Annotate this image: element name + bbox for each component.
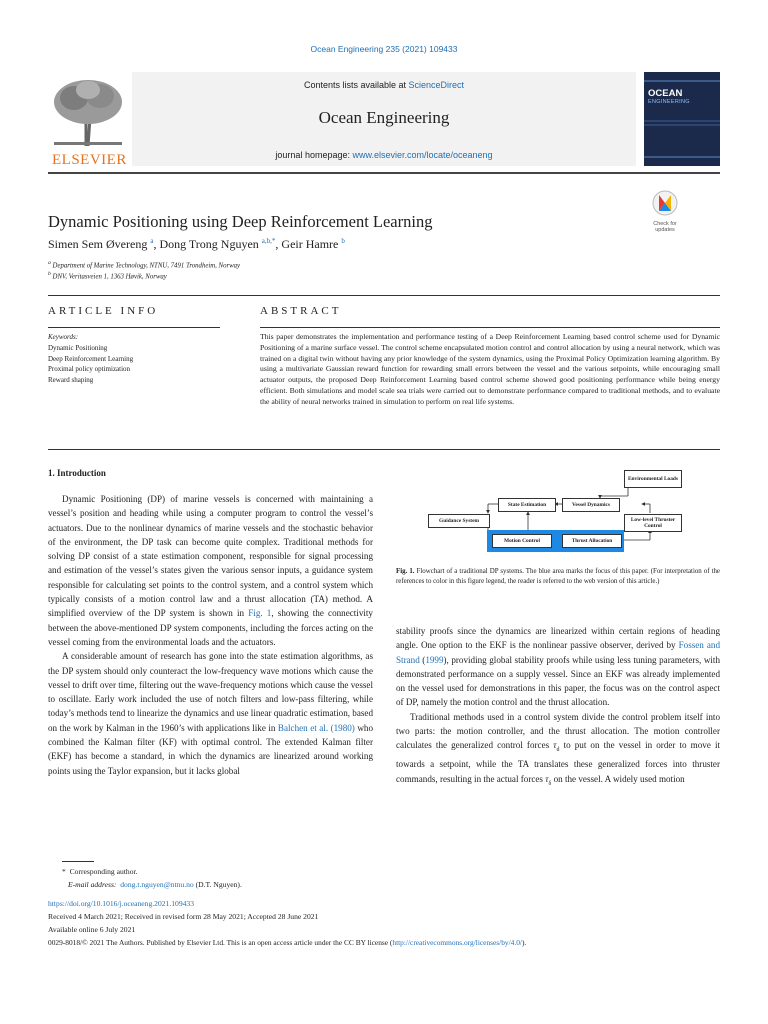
homepage-line: [132, 150, 636, 160]
abstract-bottom-rule: [48, 449, 720, 450]
affiliation-mark: b: [48, 271, 51, 277]
intro-paragraph: Dynamic Positioning (DP) of marine vessels is concerned with maintaining a vessel’s position and heading while using a computer program to control the vessel’s actuators. Due to the nonlinear dynamics of marine vessels and the stochastic behavior of the environment, the DP task can become quite complex. Traditional methods for solving DP consist of a state estimation component, responsible for signal processing and estimation of the vessel’s states given the various sensor inputs, a guidance system responsible for calculating set points to the control system, and a control system which typically consists of a motion control law and a thrust allocation (TA) method. A simplified overview of the DP system is shown in Fig. 1, showing the connectivity between the above-mentioned DP system components, including the forces acting on the vessel coming from the environmental loads and the actuators.: [48, 494, 373, 647]
cover-title: OCEAN: [648, 88, 683, 99]
abstract-heading: ABSTRACT: [260, 305, 342, 317]
author-name[interactable]: Dong Trong Nguyen: [159, 237, 259, 251]
available-online: Available online 6 July 2021: [48, 925, 136, 934]
contents-line: [132, 80, 636, 90]
introduction-heading: 1. Introduction: [48, 468, 106, 478]
article-info-heading: ARTICLE INFO: [48, 305, 159, 317]
keyword: Deep Reinforcement Learning: [48, 354, 134, 363]
fossen-citation-link[interactable]: Fossen and Strand: [396, 640, 720, 665]
author-affil-mark[interactable]: a: [150, 237, 154, 245]
keywords-label: Keywords:: [48, 333, 79, 341]
elsevier-wordmark: ELSEVIER: [52, 152, 127, 168]
box-thrust-allocation: Thrust Allocation: [562, 534, 622, 548]
tree-icon: [48, 76, 128, 150]
affiliation-text: DNV, Veritasveien 1, 1363 Høvik, Norway: [52, 273, 167, 281]
contents-prefix: Contents lists available at: [303, 80, 409, 90]
tau-symbol: τ: [545, 773, 549, 784]
badge-line-2: updates: [655, 227, 675, 233]
homepage-link[interactable]: www.elsevier.com/locate/oceaneng: [352, 150, 493, 160]
badge-line-1: Check for: [653, 221, 677, 227]
journal-cover-thumbnail[interactable]: [644, 72, 720, 166]
fossen-year-link[interactable]: 1999: [425, 654, 444, 665]
footnote-divider: [62, 861, 94, 862]
author-affil-mark[interactable]: b: [341, 237, 345, 245]
box-vessel-dynamics: Vessel Dynamics: [562, 498, 620, 512]
intro-paragraph: Traditional methods used in a control system divide the control problem itself into two parts: the motion controller, and the thrust allocation. The motion controller calculates the generalized control forces $\tau_d$ to put on the vessel in order to move it towards a setpoint, while the TA translates these generalized forces into thruster commands, resulting in the actual forces $\tau_\delta$ on the vessel. A widely used motion: [396, 711, 720, 787]
journal-reference[interactable]: Ocean Engineering 235 (2021) 109433: [310, 44, 458, 54]
license-line: 0029-8018/© 2021 The Authors. Published by Elsevier Ltd. This is an open access article under the CC BY license (http://creativecommons.org/licenses/by/4.0/).: [48, 938, 527, 947]
abstract-body: This paper demonstrates the implementation and performance testing of a Deep Reinforcement Learning based control scheme used for Dynamic Positioning of a marine surface vessel. The control scheme encapsulated motion control and control allocation by using a neural network, which was trained on a digital twin without having any prior knowledge of the system dynamics, using the Proximal Policy Optimization learning algorithm. By using a multivariate Gaussian reward function for rewarding small errors between the vessel and the various setpoints, while encouraging small actuator outputs, the proposed Deep Reinforcement Learning based control scheme showed good positioning performance while being energy efficient. Both simulations and model scale sea trials were carried out to demonstrate performance compared to traditional methods, and to evaluate the ability of neural networks trained in simulation to perform on real life systems.: [260, 332, 720, 406]
header-divider: [48, 172, 720, 174]
keyword: Dynamic Positioning: [48, 344, 108, 352]
email-note: E-mail address: dong.t.nguyen@ntnu.no (D.T. Nguyen).: [68, 880, 242, 889]
intro-left-column: [48, 492, 373, 778]
check-for-updates-badge[interactable]: [646, 190, 684, 232]
keyword: Reward shaping: [48, 375, 94, 384]
author-affil-mark[interactable]: a,b,*: [261, 237, 276, 245]
elsevier-tree-logo: [48, 76, 128, 166]
abstract-rule: [260, 327, 720, 328]
affiliation: [48, 260, 240, 269]
corresponding-author-note: * Corresponding author.: [62, 867, 138, 876]
fig1-ref-link[interactable]: Fig. 1: [248, 608, 272, 619]
homepage-prefix: journal homepage:: [275, 150, 353, 160]
license-link[interactable]: http://creativecommons.org/licenses/by/4.0/: [392, 938, 522, 947]
doi-link[interactable]: https://doi.org/10.1016/j.oceaneng.2021.109433: [48, 899, 195, 908]
keyword: Proximal policy optimization: [48, 365, 131, 373]
tau-symbol: τ: [553, 740, 557, 751]
affiliation: [48, 271, 167, 280]
intro-right-column: [396, 624, 720, 791]
caption-text: Flowchart of a traditional DP systems. The blue area marks the focus of this paper. (For interpretation of the references to color in this figure legend, the reader is referred to the web version of this article.): [396, 568, 720, 585]
sciencedirect-link[interactable]: ScienceDirect: [408, 80, 465, 90]
author-name[interactable]: Geir Hamre: [281, 237, 339, 251]
affiliation-mark: a: [48, 260, 51, 266]
received-dates: Received 4 March 2021; Received in revised form 28 May 2021; Accepted 28 June 2021: [48, 912, 319, 921]
affiliation-text: Department of Marine Technology, NTNU, 7491 Trondheim, Norway: [52, 262, 241, 270]
author-name[interactable]: Simen Sem Øvereng: [48, 237, 148, 251]
balchen-citation-link[interactable]: Balchen et al. (1980): [277, 722, 355, 733]
journal-masthead: [132, 72, 636, 166]
box-environmental-loads: Environmental Loads: [624, 470, 682, 488]
box-guidance-system: Guidance System: [428, 514, 490, 528]
journal-header: [48, 72, 720, 168]
box-low-level-thruster-control: Low-level Thruster Control: [624, 514, 682, 532]
check-updates-icon: [646, 190, 684, 216]
journal-name: Ocean Engineering: [318, 108, 450, 127]
figure-1-caption: [396, 567, 720, 587]
caption-label: Fig. 1.: [396, 568, 415, 575]
box-state-estimation: State Estimation: [498, 498, 556, 512]
intro-paragraph: stability proofs since the dynamics are linearized within certain regions of heading angle. One option to the EKF is the nonlinear passive observer, derived by Fossen and Strand (1999), providing global stability proofs while using less tuning parameters, with demonstrated performance on a supply vessel. Since an EKF was already implemented on the vessel used for demonstrations in this paper, the focus was on the control aspect of DP, namely the motion control and the thrust allocation.: [396, 626, 720, 708]
figure-1-flowchart: [428, 466, 684, 558]
email-link[interactable]: dong.t.nguyen@ntnu.no: [120, 880, 194, 889]
box-motion-control: Motion Control: [492, 534, 552, 548]
section-top-rule: [48, 295, 720, 296]
author-list: Simen Sem Øvereng $^a$, Dong Trong Nguyen $^{a,b,*}$, Geir Hamre $^b$: [48, 237, 345, 251]
cover-subtitle: ENGINEERING: [648, 99, 690, 105]
article-info-rule: [48, 327, 220, 328]
intro-paragraph: A considerable amount of research has gone into the state estimation algorithms, as the DP system should only counteract the low-frequency wave motions which cause the vessel to drift over time, filtering out the wave-frequency motions which cause the vessel to oscillate. Early work included the use of notch filters and low-pass filtering, while today’s methods tend to linearize the dynamics and use linear quadratic estimation, based on the work by Kalman in the 1960’s with applications like in Balchen et al. (1980) who combined the Kalman filter (KF) with optimal control. The extended Kalman filter (EKF) has become a standard, in which the dynamics are linearized around working points using the Taylor expansion, but it lacks global: [48, 651, 374, 776]
paper-title: Dynamic Positioning using Deep Reinforcement Learning: [48, 212, 433, 231]
